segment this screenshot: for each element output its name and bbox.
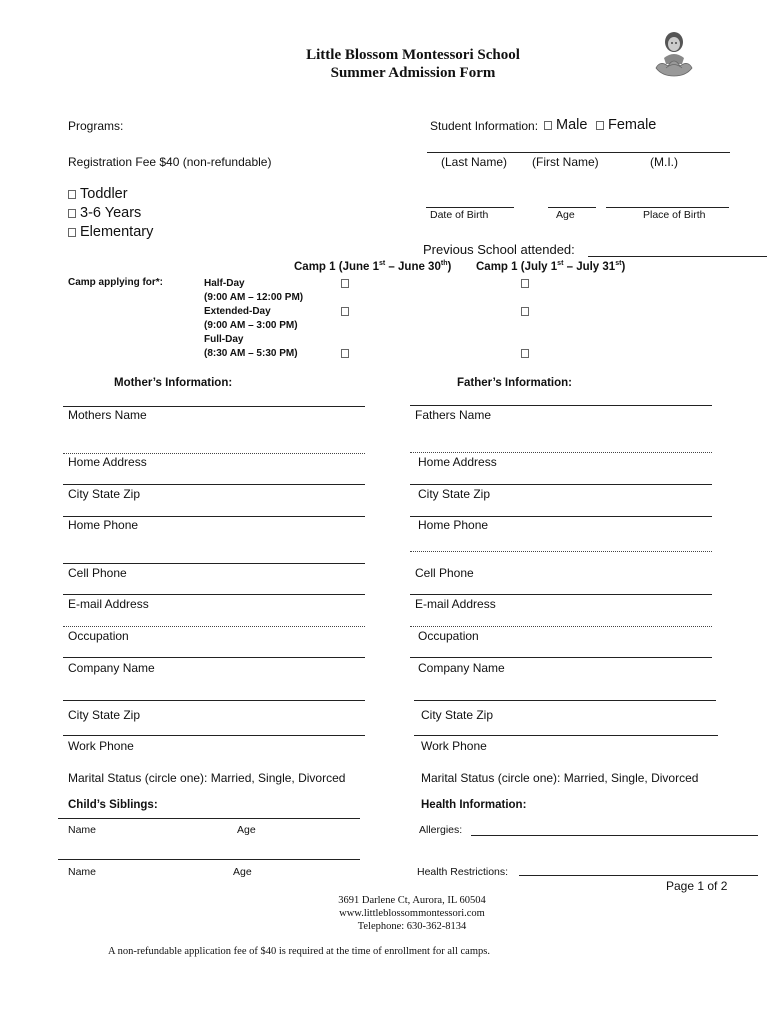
allergies-line[interactable] <box>471 835 758 836</box>
mother-line <box>63 700 365 701</box>
sibling-age-label[interactable]: Age <box>233 866 252 878</box>
previous-school-label: Previous School attended: <box>423 242 575 257</box>
checkbox-july-extended-day[interactable] <box>521 307 529 316</box>
mother-line <box>63 406 365 407</box>
mother-city-state-zip-field[interactable]: City State Zip <box>68 487 141 501</box>
mother-work-city-state-zip-field[interactable]: City State Zip <box>68 708 141 722</box>
father-line <box>410 551 712 552</box>
mother-email-field[interactable]: E-mail Address <box>68 597 149 611</box>
father-line <box>410 626 712 627</box>
footer-phone: Telephone: 630-362-8134 <box>357 921 467 932</box>
program-option-toddler[interactable]: Toddler <box>68 186 128 202</box>
checkbox[interactable] <box>68 209 76 218</box>
footer-note: A non-refundable application fee of $40 is required at the time of enrollment for all camps. <box>108 946 490 957</box>
mother-home-address-field[interactable]: Home Address <box>68 455 147 469</box>
dob-label: Date of Birth <box>430 209 489 221</box>
previous-school-line[interactable] <box>588 256 767 257</box>
sibling-line <box>58 859 360 860</box>
father-occupation-field[interactable]: Occupation <box>418 629 479 643</box>
father-name-field[interactable]: Fathers Name <box>415 408 492 422</box>
dob-line[interactable] <box>426 207 514 208</box>
checkbox[interactable] <box>68 190 76 199</box>
mother-line <box>63 563 365 564</box>
school-logo <box>652 28 696 80</box>
father-line <box>410 405 712 406</box>
mother-cell-phone-field[interactable]: Cell Phone <box>68 566 127 580</box>
checkbox[interactable] <box>68 228 76 237</box>
camp-applying-label: Camp applying for*: <box>68 277 164 288</box>
place-of-birth-label: Place of Birth <box>643 209 706 221</box>
camp-july-header: Camp 1 (July 1st – July 31st) <box>476 260 626 273</box>
mother-home-phone-field[interactable]: Home Phone <box>68 518 139 532</box>
checkbox-july-full-day[interactable] <box>521 349 529 358</box>
camp-row-extended-day: Extended-Day (9:00 AM – 3:00 PM) <box>204 306 298 331</box>
programs-label: Programs: <box>68 119 124 133</box>
checkbox-june-extended-day[interactable] <box>341 307 349 316</box>
father-cell-phone-field[interactable]: Cell Phone <box>415 566 474 580</box>
mother-line <box>63 516 365 517</box>
health-restrictions-label: Health Restrictions: <box>417 866 509 878</box>
health-heading: Health Information: <box>421 799 527 811</box>
page-number: Page 1 of 2 <box>666 879 728 893</box>
gender-male[interactable]: Male <box>544 117 587 133</box>
father-line <box>410 516 712 517</box>
sibling-name-label[interactable]: Name <box>68 824 97 836</box>
student-name-line[interactable] <box>427 152 730 153</box>
father-line <box>414 735 718 736</box>
father-home-address-field[interactable]: Home Address <box>418 455 497 469</box>
mother-heading: Mother’s Information: <box>114 377 233 389</box>
student-info-label: Student Information: <box>430 119 539 133</box>
checkbox-june-half-day[interactable] <box>341 279 349 288</box>
first-name-label: (First Name) <box>532 155 599 169</box>
mother-line <box>63 453 365 454</box>
checkbox[interactable] <box>596 121 604 130</box>
place-of-birth-line[interactable] <box>606 207 729 208</box>
father-work-city-state-zip-field[interactable]: City State Zip <box>421 708 494 722</box>
father-home-phone-field[interactable]: Home Phone <box>418 518 489 532</box>
mother-occupation-field[interactable]: Occupation <box>68 629 129 643</box>
allergies-label: Allergies: <box>419 824 463 836</box>
father-company-field[interactable]: Company Name <box>418 661 505 675</box>
father-email-field[interactable]: E-mail Address <box>415 597 496 611</box>
mother-line <box>63 657 365 658</box>
father-marital-status-field[interactable]: Marital Status (circle one): Married, Single, Divorced <box>421 771 699 785</box>
father-line <box>410 484 712 485</box>
gender-female[interactable]: Female <box>596 117 656 133</box>
sibling-line <box>58 818 360 819</box>
footer-website: www.littleblossommontessori.com <box>339 908 485 919</box>
father-line <box>410 657 712 658</box>
checkbox-july-half-day[interactable] <box>521 279 529 288</box>
footer-address: 3691 Darlene Ct, Aurora, IL 60504 <box>338 895 486 906</box>
checkbox[interactable] <box>544 121 552 130</box>
siblings-heading: Child’s Siblings: <box>68 799 158 811</box>
age-line[interactable] <box>548 207 596 208</box>
father-line <box>414 700 716 701</box>
mother-line <box>63 626 365 627</box>
mother-line <box>63 484 365 485</box>
father-line <box>410 594 712 595</box>
mother-line <box>63 594 365 595</box>
mother-company-field[interactable]: Company Name <box>68 661 155 675</box>
mi-label: (M.I.) <box>650 155 678 169</box>
school-name: Little Blossom Montessori School <box>306 47 520 63</box>
father-heading: Father’s Information: <box>457 377 573 389</box>
health-restrictions-line[interactable] <box>519 875 758 876</box>
mother-work-phone-field[interactable]: Work Phone <box>68 739 134 753</box>
age-label: Age <box>556 209 575 221</box>
camp-june-header: Camp 1 (June 1st – June 30th) <box>294 260 452 273</box>
camp-row-half-day: Half-Day (9:00 AM – 12:00 PM) <box>204 278 304 303</box>
form-title: Summer Admission Form <box>330 65 496 81</box>
program-option-elementary[interactable]: Elementary <box>68 224 153 240</box>
mother-name-field[interactable]: Mothers Name <box>68 408 147 422</box>
checkbox-june-full-day[interactable] <box>341 349 349 358</box>
father-city-state-zip-field[interactable]: City State Zip <box>418 487 491 501</box>
sibling-age-label[interactable]: Age <box>237 824 256 836</box>
mother-marital-status-field[interactable]: Marital Status (circle one): Married, Single, Divorced <box>68 771 346 785</box>
last-name-label: (Last Name) <box>441 155 508 169</box>
program-option-3-6-years[interactable]: 3-6 Years <box>68 205 141 221</box>
registration-fee: Registration Fee $40 (non-refundable) <box>68 155 272 169</box>
father-work-phone-field[interactable]: Work Phone <box>421 739 487 753</box>
sibling-name-label[interactable]: Name <box>68 866 97 878</box>
father-line <box>410 452 712 453</box>
camp-row-full-day: Full-Day (8:30 AM – 5:30 PM) <box>204 334 298 359</box>
mother-line <box>63 735 365 736</box>
